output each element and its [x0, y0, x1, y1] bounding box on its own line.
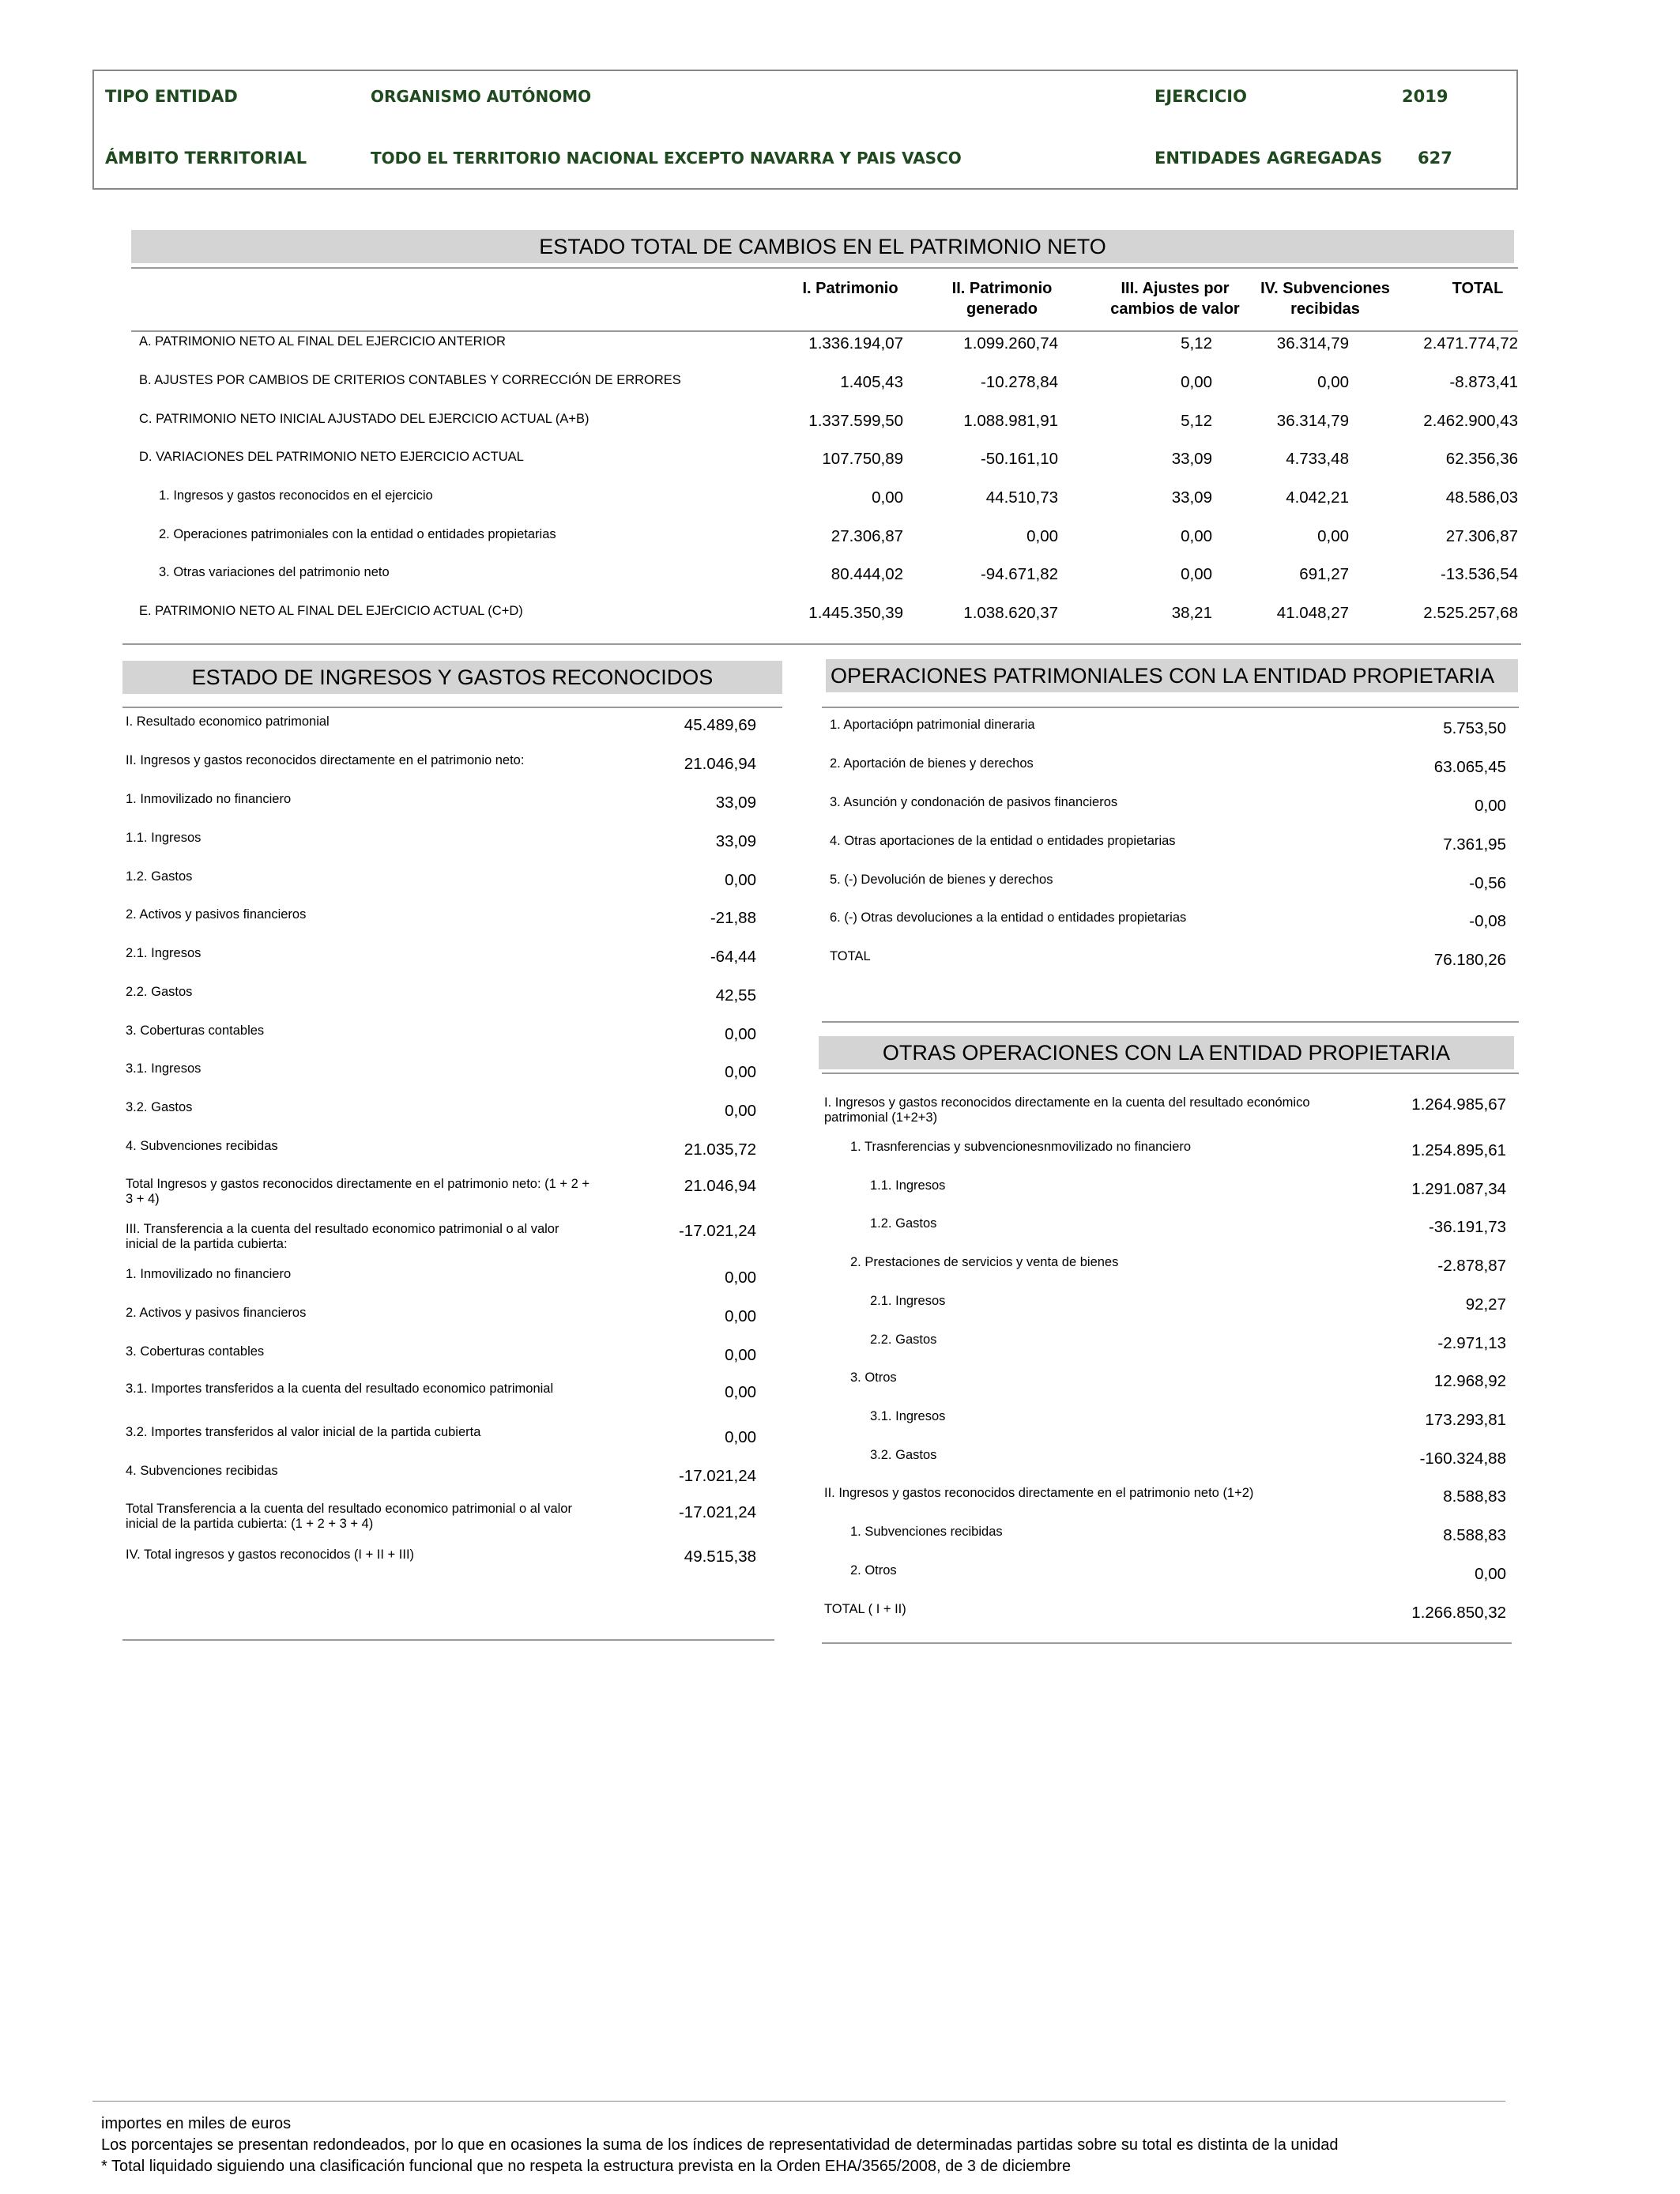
- ingresos-row-value: 0,00: [725, 1307, 756, 1325]
- cambios-cell: 1.405,43: [840, 373, 903, 391]
- cambios-cell: -13.536,54: [1440, 565, 1518, 583]
- ingresos-row-value: 21.035,72: [684, 1140, 756, 1159]
- ingresos-row-label: 4. Subvenciones recibidas: [126, 1464, 278, 1478]
- operaciones-row-value: 5.753,50: [1443, 719, 1506, 737]
- ingresos-row-label: III. Transferencia a la cuenta del resultado economico patrimonial o al valor inicial de la partida cubierta:: [126, 1222, 559, 1251]
- cambios-cell: -10.278,84: [980, 373, 1058, 391]
- operaciones-row-value: 63.065,45: [1433, 758, 1506, 776]
- operaciones-row-value: -0,08: [1469, 912, 1506, 930]
- ingresos-row-label: 2. Activos y pasivos financieros: [126, 1306, 307, 1320]
- operaciones-row-label: 5. (-) Devolución de bienes y derechos: [830, 873, 1053, 887]
- ambito-value: TODO EL TERRITORIO NACIONAL EXCEPTO NAVARRA Y PAIS VASCO: [371, 149, 962, 168]
- cambios-cell: 1.088.981,91: [963, 412, 1058, 430]
- ingresos-row-value: 0,00: [725, 871, 756, 889]
- ingresos-row-label: Total Ingresos y gastos reconocidos directamente en el patrimonio neto: (1 + 2 + 3 + 4): [126, 1177, 590, 1206]
- ingresos-row-value: 0,00: [725, 1428, 756, 1446]
- cambios-bottom-rule: [122, 643, 1521, 645]
- cambios-col-header-4-line1: IV. Subvenciones: [1260, 280, 1390, 297]
- cambios-col-header-5-line1: TOTAL: [1452, 280, 1504, 297]
- otras-row-label: 1. Trasnferencias y subvencionesnmovilizado no financiero: [850, 1140, 1192, 1154]
- otras-row-label: I. Ingresos y gastos reconocidos directamente en la cuenta del resultado económico patrimonial (1+2+3): [824, 1095, 1310, 1125]
- ingresos-row-label: 1.1. Ingresos: [126, 831, 202, 845]
- tipo-entidad-value: ORGANISMO AUTÓNOMO: [371, 87, 592, 106]
- cambios-cell: 1.337.599,50: [808, 412, 903, 430]
- cambios-cell: 80.444,02: [831, 565, 903, 583]
- ingresos-row-label: 2.2. Gastos: [126, 985, 193, 999]
- ingresos-row-value: 33,09: [715, 794, 756, 812]
- cambios-col-header-1-line1: I. Patrimonio: [802, 280, 898, 297]
- otras-row-value: 1.254.895,61: [1411, 1141, 1506, 1159]
- otras-row-label: 3. Otros: [850, 1370, 897, 1385]
- ingresos-row-value: 0,00: [725, 1346, 756, 1364]
- ingresos-row-value: 0,00: [725, 1025, 756, 1043]
- cambios-row-label: A. PATRIMONIO NETO AL FINAL DEL EJERCICIO ANTERIOR: [139, 334, 506, 349]
- ingresos-row-label: II. Ingresos y gastos reconocidos directamente en el patrimonio neto:: [126, 753, 525, 767]
- otras-row-value: 1.291.087,34: [1411, 1180, 1506, 1198]
- ingresos-row-label: 1.2. Gastos: [126, 869, 193, 884]
- ingresos-bottom-rule: [122, 1639, 774, 1641]
- ingresos-row-value: -64,44: [710, 948, 756, 966]
- ingresos-row-value: 49.515,38: [684, 1547, 756, 1566]
- otras-row-label: 3.2. Gastos: [870, 1448, 937, 1462]
- cambios-cell: 0,00: [872, 488, 903, 507]
- cambios-row-label: B. AJUSTES POR CAMBIOS DE CRITERIOS CONTABLES Y CORRECCIÓN DE ERRORES: [139, 373, 681, 387]
- otras-row-label: II. Ingresos y gastos reconocidos directamente en el patrimonio neto (1+2): [824, 1486, 1254, 1500]
- ingresos-row-label: 3.2. Importes transferidos al valor inicial de la partida cubierta: [126, 1425, 481, 1439]
- cambios-cell: 48.586,03: [1445, 488, 1518, 507]
- cambios-cell: 5,12: [1181, 412, 1212, 430]
- otras-row-value: 1.266.850,32: [1411, 1604, 1506, 1622]
- otras-row-value: 92,27: [1465, 1295, 1506, 1314]
- operaciones-row-label: 3. Asunción y condonación de pasivos financieros: [830, 795, 1118, 809]
- otras-row-value: 173.293,81: [1425, 1411, 1506, 1429]
- ingresos-row-label: 3.1. Ingresos: [126, 1061, 202, 1076]
- ingresos-row-value: -17.021,24: [678, 1467, 756, 1485]
- cambios-cell: 44.510,73: [985, 488, 1058, 507]
- operaciones-top-rule: [822, 707, 1519, 708]
- ejercicio-value: 2019: [1402, 87, 1448, 106]
- footer-units-note: importes en miles de euros: [101, 2115, 292, 2132]
- cambios-cell: 2.471.774,72: [1423, 334, 1518, 352]
- cambios-cell: 36.314,79: [1276, 412, 1349, 430]
- cambios-cell: 2.525.257,68: [1423, 604, 1518, 622]
- cambios-cell: 36.314,79: [1276, 334, 1349, 352]
- operaciones-row-label: 1. Aportaciópn patrimonial dineraria: [830, 718, 1035, 732]
- ingresos-row-label: 3.2. Gastos: [126, 1100, 193, 1114]
- operaciones-row-value: 0,00: [1475, 797, 1506, 815]
- otras-row-value: -2.971,13: [1437, 1334, 1506, 1352]
- ingresos-row-value: 33,09: [715, 832, 756, 850]
- ingresos-row-value: -17.021,24: [678, 1222, 756, 1240]
- cambios-cell: 0,00: [1181, 565, 1212, 583]
- otras-row-label: 2. Prestaciones de servicios y venta de bienes: [850, 1255, 1119, 1269]
- ingresos-row-label: IV. Total ingresos y gastos reconocidos (I + II + III): [126, 1547, 415, 1562]
- entidades-value: 627: [1418, 149, 1452, 168]
- otras-row-label: 2.2. Gastos: [870, 1333, 937, 1347]
- cambios-cell: 2.462.900,43: [1423, 412, 1518, 430]
- otras-row-value: 12.968,92: [1433, 1372, 1506, 1390]
- cambios-row-label: 2. Operaciones patrimoniales con la entidad o entidades propietarias: [159, 527, 556, 541]
- cambios-cell: 4.733,48: [1286, 450, 1349, 468]
- ingresos-title: ESTADO DE INGRESOS Y GASTOS RECONOCIDOS: [122, 661, 782, 694]
- ejercicio-label: EJERCICIO: [1155, 87, 1247, 106]
- cambios-cell: 1.336.194,07: [808, 334, 903, 352]
- operaciones-row-value: 7.361,95: [1443, 835, 1506, 854]
- otras-row-value: 8.588,83: [1443, 1526, 1506, 1544]
- entity-header: [92, 70, 1518, 190]
- otras-header-rule: [822, 1072, 1519, 1074]
- cambios-top-rule: [131, 267, 1518, 269]
- cambios-col-header-3-line1: III. Ajustes por: [1121, 280, 1230, 297]
- cambios-cell: 0,00: [1181, 373, 1212, 391]
- otras-row-label: 1.2. Gastos: [870, 1216, 937, 1231]
- cambios-cell: 33,09: [1171, 488, 1212, 507]
- ingresos-row-value: -21,88: [710, 909, 756, 927]
- cambios-cell: 0,00: [1317, 373, 1349, 391]
- cambios-cell: 1.038.620,37: [963, 604, 1058, 622]
- cambios-header-rule: [131, 330, 1518, 332]
- cambios-cell: 5,12: [1181, 334, 1212, 352]
- operaciones-row-label: 2. Aportación de bienes y derechos: [830, 756, 1034, 771]
- cambios-cell: 0,00: [1181, 527, 1212, 545]
- otras-row-value: 0,00: [1475, 1565, 1506, 1583]
- cambios-col-header-2-line1: II. Patrimonio: [951, 280, 1053, 297]
- ambito-label: ÁMBITO TERRITORIAL: [105, 149, 307, 168]
- cambios-cell: 4.042,21: [1286, 488, 1349, 507]
- cambios-cell: 1.445.350,39: [808, 604, 903, 622]
- ingresos-row-value: 21.046,94: [684, 1177, 756, 1195]
- otras-row-value: 8.588,83: [1443, 1487, 1506, 1506]
- ingresos-row-value: 0,00: [725, 1102, 756, 1120]
- ingresos-row-label: I. Resultado economico patrimonial: [126, 714, 330, 729]
- footer-classification-note: * Total liquidado siguiendo una clasificación funcional que no respeta la estructura prevista en la Orden EHA/3565/2008, de 3 de diciembre: [101, 2158, 1072, 2175]
- otras-bottom-rule: [822, 1642, 1512, 1644]
- cambios-cell: 107.750,89: [822, 450, 903, 468]
- cambios-cell: 62.356,36: [1445, 450, 1518, 468]
- otras-top-rule: [822, 1021, 1519, 1023]
- otras-title: OTRAS OPERACIONES CON LA ENTIDAD PROPIETARIA: [819, 1036, 1514, 1069]
- operaciones-title: OPERACIONES PATRIMONIALES CON LA ENTIDAD PROPIETARIA: [826, 659, 1518, 692]
- cambios-row-label: D. VARIACIONES DEL PATRIMONIO NETO EJERCICIO ACTUAL: [139, 450, 524, 464]
- ingresos-row-label: Total Transferencia a la cuenta del resultado economico patrimonial o al valor inicial de la partida cubierta: (1 + 2 + 3 + 4): [126, 1502, 572, 1531]
- otras-row-label: 3.1. Ingresos: [870, 1409, 946, 1423]
- operaciones-row-label: 4. Otras aportaciones de la entidad o entidades propietarias: [830, 834, 1176, 848]
- cambios-row-label: 3. Otras variaciones del patrimonio neto: [159, 565, 390, 579]
- otras-row-label: 1.1. Ingresos: [870, 1178, 946, 1193]
- cambios-cell: 27.306,87: [1445, 527, 1518, 545]
- ingresos-row-value: 0,00: [725, 1383, 756, 1401]
- footer-rule: [92, 2101, 1505, 2102]
- ingresos-row-label: 2.1. Ingresos: [126, 946, 202, 960]
- cambios-cell: 27.306,87: [831, 527, 903, 545]
- ingresos-row-label: 1. Inmovilizado no financiero: [126, 792, 292, 806]
- cambios-cell: 691,27: [1299, 565, 1349, 583]
- operaciones-row-value: -0,56: [1469, 874, 1506, 892]
- entidades-label: ENTIDADES AGREGADAS: [1155, 149, 1383, 168]
- ingresos-row-value: 21.046,94: [684, 755, 756, 773]
- tipo-entidad-label: TIPO ENTIDAD: [105, 87, 238, 106]
- ingresos-row-label: 4. Subvenciones recibidas: [126, 1139, 278, 1153]
- cambios-col-header-2-line2: generado: [966, 300, 1038, 318]
- ingresos-row-value: 42,55: [715, 986, 756, 1005]
- ingresos-row-value: 45.489,69: [684, 716, 756, 734]
- operaciones-row-label: 6. (-) Otras devoluciones a la entidad o entidades propietarias: [830, 910, 1187, 925]
- cambios-row-label: C. PATRIMONIO NETO INICIAL AJUSTADO DEL EJERCICIO ACTUAL (A+B): [139, 412, 590, 426]
- otras-row-value: 1.264.985,67: [1411, 1095, 1506, 1114]
- cambios-title: ESTADO TOTAL DE CAMBIOS EN EL PATRIMONIO NETO: [131, 230, 1514, 263]
- cambios-cell: 1.099.260,74: [963, 334, 1058, 352]
- ingresos-row-label: 1. Inmovilizado no financiero: [126, 1267, 292, 1281]
- operaciones-row-label: TOTAL: [830, 949, 871, 963]
- otras-row-label: 2.1. Ingresos: [870, 1294, 946, 1308]
- otras-row-value: -2.878,87: [1437, 1257, 1506, 1275]
- ingresos-row-label: 3. Coberturas contables: [126, 1344, 265, 1359]
- cambios-cell: 0,00: [1317, 527, 1349, 545]
- cambios-cell: 33,09: [1171, 450, 1212, 468]
- ingresos-row-label: 2. Activos y pasivos financieros: [126, 907, 307, 922]
- cambios-col-header-3-line2: cambios de valor: [1110, 300, 1240, 318]
- cambios-cell: -8.873,41: [1449, 373, 1518, 391]
- cambios-row-label: E. PATRIMONIO NETO AL FINAL DEL EJErCICIO ACTUAL (C+D): [139, 604, 523, 618]
- otras-row-value: -36.191,73: [1428, 1218, 1506, 1236]
- cambios-cell: 41.048,27: [1276, 604, 1349, 622]
- cambios-cell: -94.671,82: [980, 565, 1058, 583]
- cambios-cell: -50.161,10: [980, 450, 1058, 468]
- ingresos-row-value: 0,00: [725, 1269, 756, 1287]
- footer-rounding-note: Los porcentajes se presentan redondeados, por lo que en ocasiones la suma de los índices de representatividad de determinadas partidas sobre su total es distinta de la unidad: [101, 2136, 1339, 2154]
- cambios-row-label: 1. Ingresos y gastos reconocidos en el ejercicio: [159, 488, 433, 503]
- cambios-cell: 38,21: [1171, 604, 1212, 622]
- ingresos-row-value: -17.021,24: [678, 1503, 756, 1521]
- cambios-cell: 0,00: [1026, 527, 1058, 545]
- otras-row-label: 1. Subvenciones recibidas: [850, 1525, 1003, 1539]
- ingresos-top-rule: [122, 707, 782, 708]
- ingresos-row-value: 0,00: [725, 1063, 756, 1081]
- otras-row-value: -160.324,88: [1419, 1449, 1506, 1468]
- ingresos-row-label: 3.1. Importes transferidos a la cuenta del resultado economico patrimonial: [126, 1382, 554, 1396]
- operaciones-row-value: 76.180,26: [1433, 951, 1506, 969]
- ingresos-row-label: 3. Coberturas contables: [126, 1023, 265, 1038]
- cambios-col-header-4-line2: recibidas: [1290, 300, 1360, 318]
- otras-row-label: TOTAL ( I + II): [824, 1602, 906, 1616]
- otras-row-label: 2. Otros: [850, 1563, 897, 1578]
